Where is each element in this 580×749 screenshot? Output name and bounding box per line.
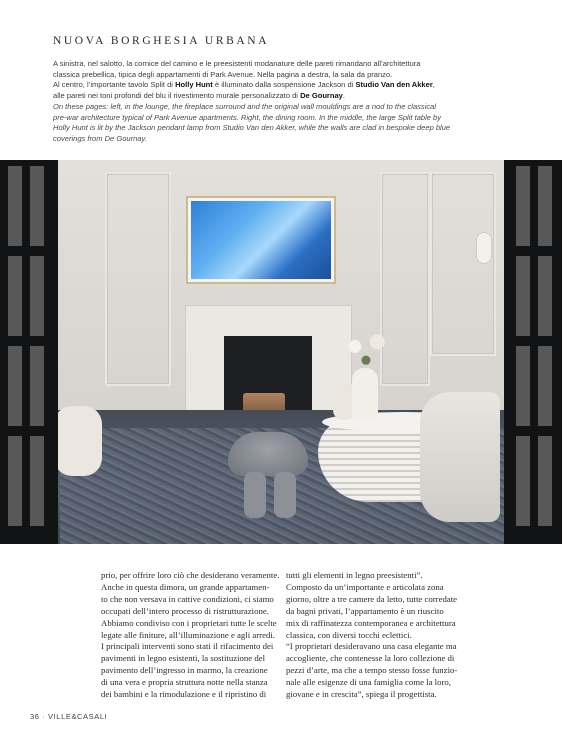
text-line: nale alle esigenze di una famiglia come la loro,: [286, 677, 451, 688]
text-line: Composto da un’importante e articolata zona: [286, 581, 444, 592]
wall-moulding-panel: [105, 172, 171, 386]
wall-moulding-panel: [430, 172, 496, 356]
caption-it-3: Al centro, l’importante tavolo Split di Holly Hunt è illuminato dalla sospensione Jackson di Studio Van den Akker,: [53, 80, 435, 90]
text-line: dei bambini e la rimodulazione e il ripristino di: [101, 689, 267, 700]
text-line: pavimento dell’ingresso in marmo, la creazione: [101, 665, 268, 676]
caption-it-4: alle pareti nei toni profondi del blu il rivestimento murale personalizzato di De Gournay.: [53, 91, 345, 101]
french-door-left: [0, 160, 58, 544]
brand-holly-hunt: Holly Hunt: [175, 80, 213, 90]
stool-leg: [244, 472, 266, 518]
text-line: giorno, oltre a tre camere da letto, tutte corredate: [286, 593, 458, 604]
text-line: mix di raffinatezza contemporanea e architettura: [286, 617, 456, 628]
brand-de-gournay: De Gournay: [300, 91, 343, 101]
caption-en-4: coverings from De Gournay.: [53, 133, 147, 143]
text-line: giovane e in crescita”, spiega il progettista.: [286, 689, 437, 700]
caption-en-2: pre-war architecture typical of Park Avenue apartments. Right, the dining room. In the middle, the large Split table by: [53, 112, 442, 122]
caption-en-3: Holly Hunt is lit by the Jackson pendant lamp from Studio Van den Akker, while the walls are clad in bespoke deep blue: [53, 123, 451, 133]
text-line: classica, con diversi tocchi eclettici.: [286, 629, 412, 640]
brand-studio-van-den-akker: Studio Van den Akker: [355, 80, 433, 90]
article-column-right: [286, 570, 458, 701]
artwork-frame: [186, 196, 336, 284]
text-line: prio, per offrire loro ciò che desiderano veramente.: [101, 570, 280, 580]
text-line: I principali interventi sono stati il rifacimento dei: [101, 641, 274, 652]
artwork-image: [191, 201, 331, 279]
photo-caption: [53, 59, 527, 145]
french-door-right: [504, 160, 562, 544]
section-kicker: NUOVA BORGHESIA URBANA: [53, 35, 270, 47]
text-line: tutti gli elementi in legno preesistenti”.: [286, 570, 423, 580]
text-line: to che non versava in cattive condizioni, ci siamo: [101, 593, 274, 604]
text-line: pavimenti in legno esistenti, la sostituzione del: [101, 653, 266, 664]
living-room-photo: [0, 160, 562, 544]
text-line: legate alle finiture, all’illuminazione e agli arredi.: [101, 629, 275, 640]
boucle-stool: [228, 432, 308, 476]
text-line: Anche in questa dimora, un grande appartamen-: [101, 581, 270, 592]
armchair: [54, 406, 102, 476]
caption-it-2: classica prebellica, tipica degli appartamenti di Park Avenue. Nella pagina a destra, la sala da pranzo.: [53, 69, 393, 79]
vase: [352, 368, 378, 420]
text-line: da bagni privati, l’appartamento è un riuscito: [286, 605, 444, 616]
orchid-flowers: [338, 328, 394, 374]
text-line: di una vera e propria struttura notte nella stanza: [101, 677, 268, 688]
page-footer: 36 · VILLE&CASALI: [30, 712, 108, 721]
wall-sconce: [476, 232, 492, 264]
text-line: Abbiamo condiviso con i proprietari tutte le scelte: [101, 617, 277, 628]
sofa: [420, 392, 500, 522]
caption-en-1: On these pages: left, in the lounge, the fireplace surround and the original wall mouldings are a nod to the classical: [53, 101, 437, 111]
text-line: accogliente, che contenesse la loro collezione di: [286, 653, 455, 664]
stool-leg: [274, 472, 296, 518]
text-line: pezzi d’arte, ma che a tempo stesso fosse funzio-: [286, 665, 458, 676]
caption-it-1: A sinistra, nel salotto, la cornice del camino e le preesistenti modanature delle pareti rimandano all’architettura: [53, 59, 421, 68]
text-line: occupati dell’intero processo di ristrutturazione.: [101, 605, 269, 616]
text-line: “I proprietari desideravano una casa elegante ma: [286, 641, 457, 652]
article-column-left: [101, 570, 280, 701]
